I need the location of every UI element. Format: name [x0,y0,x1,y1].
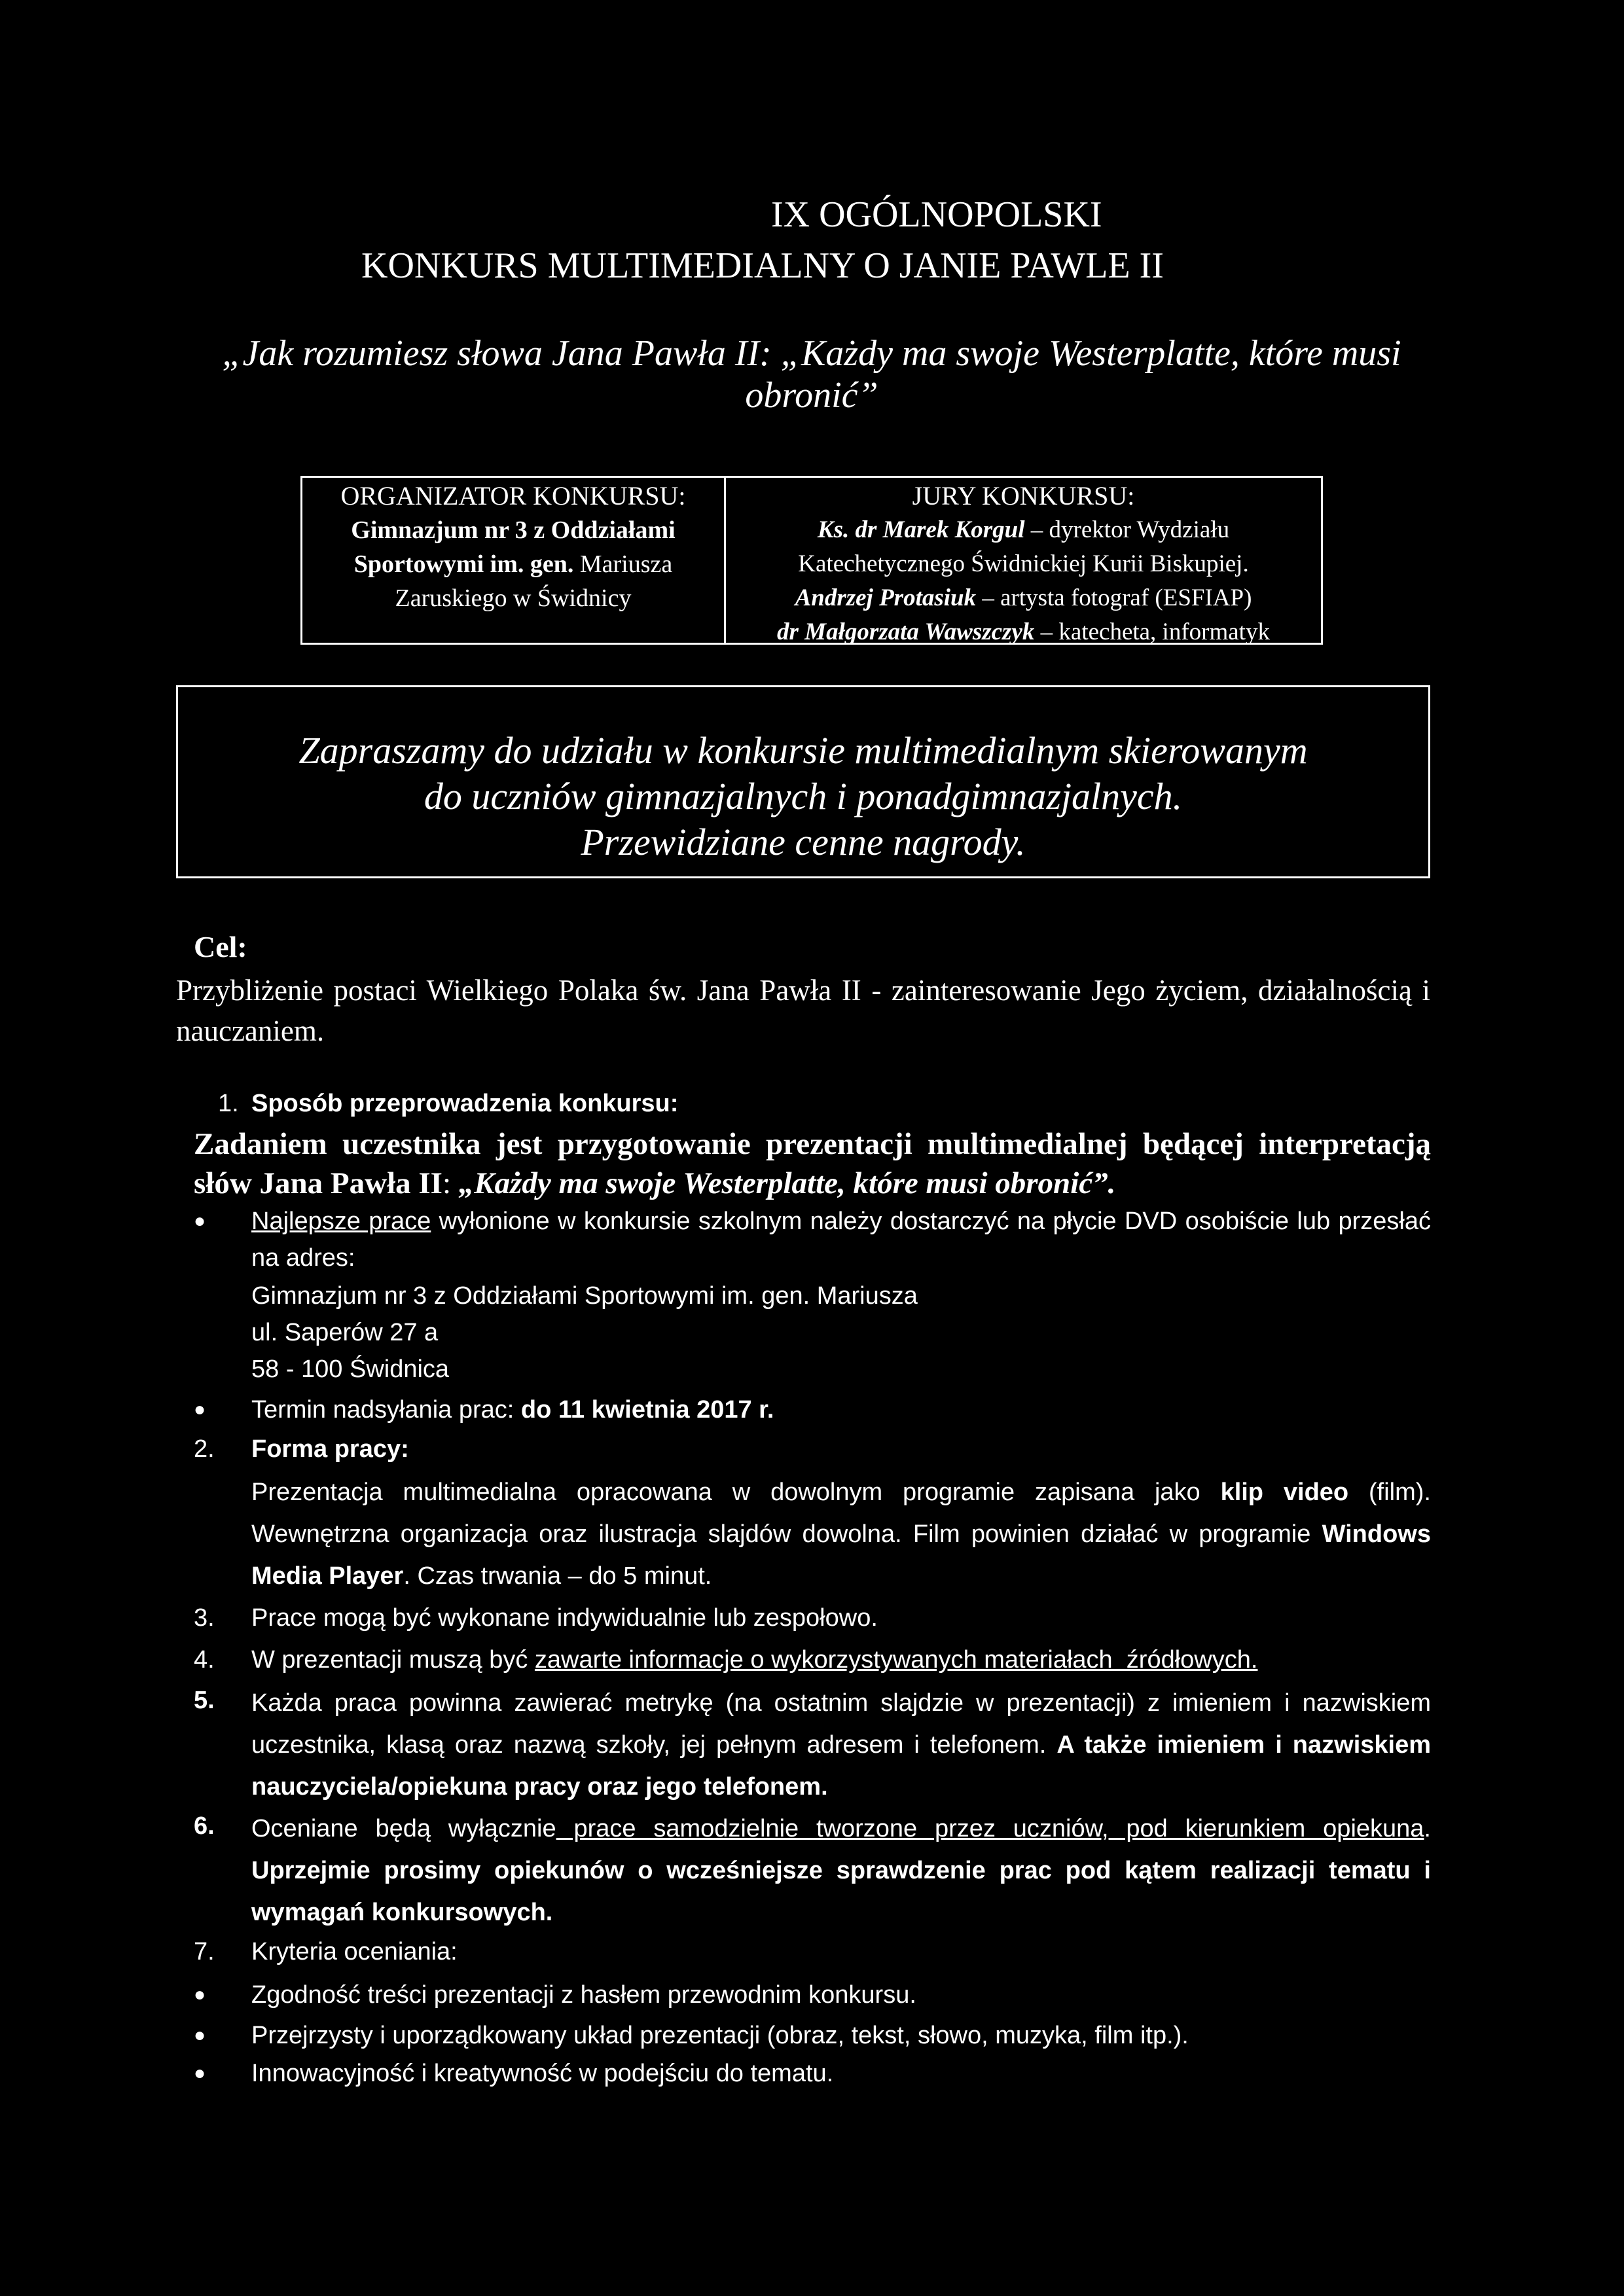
form-bold: klip video [1220,1479,1349,1506]
address-line: Gimnazjum nr 3 z Oddziałami Sportowymi im. gen. Mariusza [251,1282,918,1310]
eval-underline: prace samodzielnie tworzone przez uczniów, pod kierunkiem opiekuna [556,1815,1424,1842]
eval-after: . [1424,1815,1431,1842]
title-line-2: KONKURS MULTIMEDIALNY O JANIE PAWLE II [361,245,1164,286]
invitation-line: Przewidziane cenne nagrody. [581,821,1026,863]
jury-cell [726,478,1321,643]
invitation-line: do uczniów gimnazjalnych i ponadgimnazjalnych. [424,775,1183,817]
address-line: 58 - 100 Świdnica [251,1355,450,1383]
goal-label: Cel: [194,930,247,963]
eval-bold: Uprzejmie prosimy opiekunów o wcześniejsze sprawdzenie prac pod kątem realizacji tematu i wymagań konkursowych. [251,1857,1431,1926]
criterion: Przejrzysty i uporządkowany układ prezentacji (obraz, tekst, słowo, muzyka, film itp.). [251,2022,1189,2049]
deadline-label: Termin nadsyłania prac: [251,1396,521,1424]
delivery-text: wyłonione w konkursie szkolnym należy dostarczyć na płycie DVD osobiście lub przesłać na adres: [251,1208,1431,1272]
jury-member-role: – dyrektor Wydziału [1024,516,1230,543]
bullet-icon: ● [194,2062,206,2084]
task-colon: : [442,1166,452,1200]
jury-member [726,615,1321,649]
invitation-line: Zapraszamy do udziału w konkursie multimedialnym skierowanym [298,729,1308,772]
criterion: Zgodność treści prezentacji z hasłem przewodnim konkursu. [251,1981,916,2009]
bullet-icon: ● [194,1210,206,1232]
deadline-date: do 11 kwietnia 2017 r. [520,1396,774,1424]
goal-text: Przybliżenie postaci Wielkiego Polaka św. Jana Pawła II - zainteresowanie Jego życiem, działalnością i nauczaniem. [176,974,1430,1047]
section-heading: Sposób przeprowadzenia konkursu: [251,1090,679,1117]
jury-heading: JURY KONKURSU: [912,481,1135,511]
section-text [251,1641,1257,1678]
jury-member-role: – artysta fotograf (ESFIAP) [976,584,1252,611]
form-text: Prezentacja multimedialna opracowana w dowolnym programie zapisana jako [251,1479,1221,1506]
jury-member-role-cont: Katechetycznego Świdnickiej Kurii Biskupiej. [798,550,1249,577]
section-heading: Forma pracy: [251,1435,409,1463]
bullet-icon: ● [194,1399,206,1420]
delivery-underline: Najlepsze prace [251,1208,431,1235]
section-number: 5. [194,1687,215,1714]
sources-underline: zawarte informacje o wykorzystywanych materiałach źródłowych. [534,1646,1258,1674]
eval-text: Oceniane będą wyłącznie [251,1815,556,1842]
section-text [251,1682,1431,1808]
sources-text: W prezentacji muszą być [251,1646,535,1674]
jury-member-role: – katecheta, informatyk [1034,619,1270,645]
organizer-line: Gimnazjum nr 3 z Oddziałami [351,516,676,544]
jury-member [726,513,1321,547]
task-quote: „Każdy ma swoje Westerplatte, które musi obronić”. [451,1166,1116,1200]
section-number: 4. [194,1646,215,1674]
title-line-1: IX OGÓLNOPOLSKI [771,194,1102,235]
invitation-box [176,685,1430,878]
organizer-heading: ORGANIZATOR KONKURSU: [340,481,686,511]
task-text: Zadaniem uczestnika jest przygotowanie prezentacji multimedialnej będącej interpretacją słów Jana Pawła II [194,1127,1431,1200]
metric-bold: A także imieniem i nazwiskiem nauczyciela/opiekuna pracy oraz jego telefonem. [251,1731,1432,1801]
section-number: 3. [194,1604,215,1632]
organizer-bold-part: Sportowymi im. gen. [353,550,574,578]
section-number: 1. [218,1090,239,1117]
jury-member-name: Ks. dr Marek Korgul [817,516,1025,543]
delivery-info [251,1203,1431,1276]
form-text: (film). Wewnętrzna organizacja oraz ilustracja slajdów dowolna. Film powinien działać w programie [251,1479,1431,1548]
contest-motto: „Jak rozumiesz słowa Jana Pawła II: „Każdy ma swoje Westerplatte, które musi obronić” [222,333,1401,416]
jury-member-name: Andrzej Protasiuk [795,584,977,611]
info-table [300,476,1323,645]
organizer-cell [302,478,726,643]
section-text [251,1808,1431,1933]
organizer-line [302,547,724,581]
form-text: . Czas trwania – do 5 minut. [403,1562,712,1590]
task-description [194,1124,1431,1203]
jury-member [726,581,1321,615]
organizer-line: Zaruskiego w Świdnicy [395,584,632,612]
section-number: 2. [194,1435,215,1463]
form-description [251,1471,1431,1597]
bullet-icon: ● [194,2024,206,2046]
bullet-icon: ● [194,1984,206,2005]
criterion: Innowacyjność i kreatywność w podejściu do tematu. [251,2060,834,2087]
organizer-rest: Mariusza [573,550,673,578]
section-number: 6. [194,1812,215,1840]
section-number: 7. [194,1938,215,1965]
address-line: ul. Saperów 27 a [251,1319,439,1346]
deadline [251,1391,774,1428]
section-text: Prace mogą być wykonane indywidualnie lub zespołowo. [251,1604,878,1632]
form-bold: Windows Media Player [251,1520,1431,1590]
metric-text: Każda praca powinna zawierać metrykę (na ostatnim slajdzie w prezentacji) z imieniem i nazwiskiem uczestnika, klasą oraz nazwą szkoły, jej pełnym adresem i telefonem. [251,1689,1431,1759]
jury-member-name: dr Małgorzata Wawszczyk [777,619,1035,645]
section-text: Kryteria oceniania: [251,1938,458,1965]
